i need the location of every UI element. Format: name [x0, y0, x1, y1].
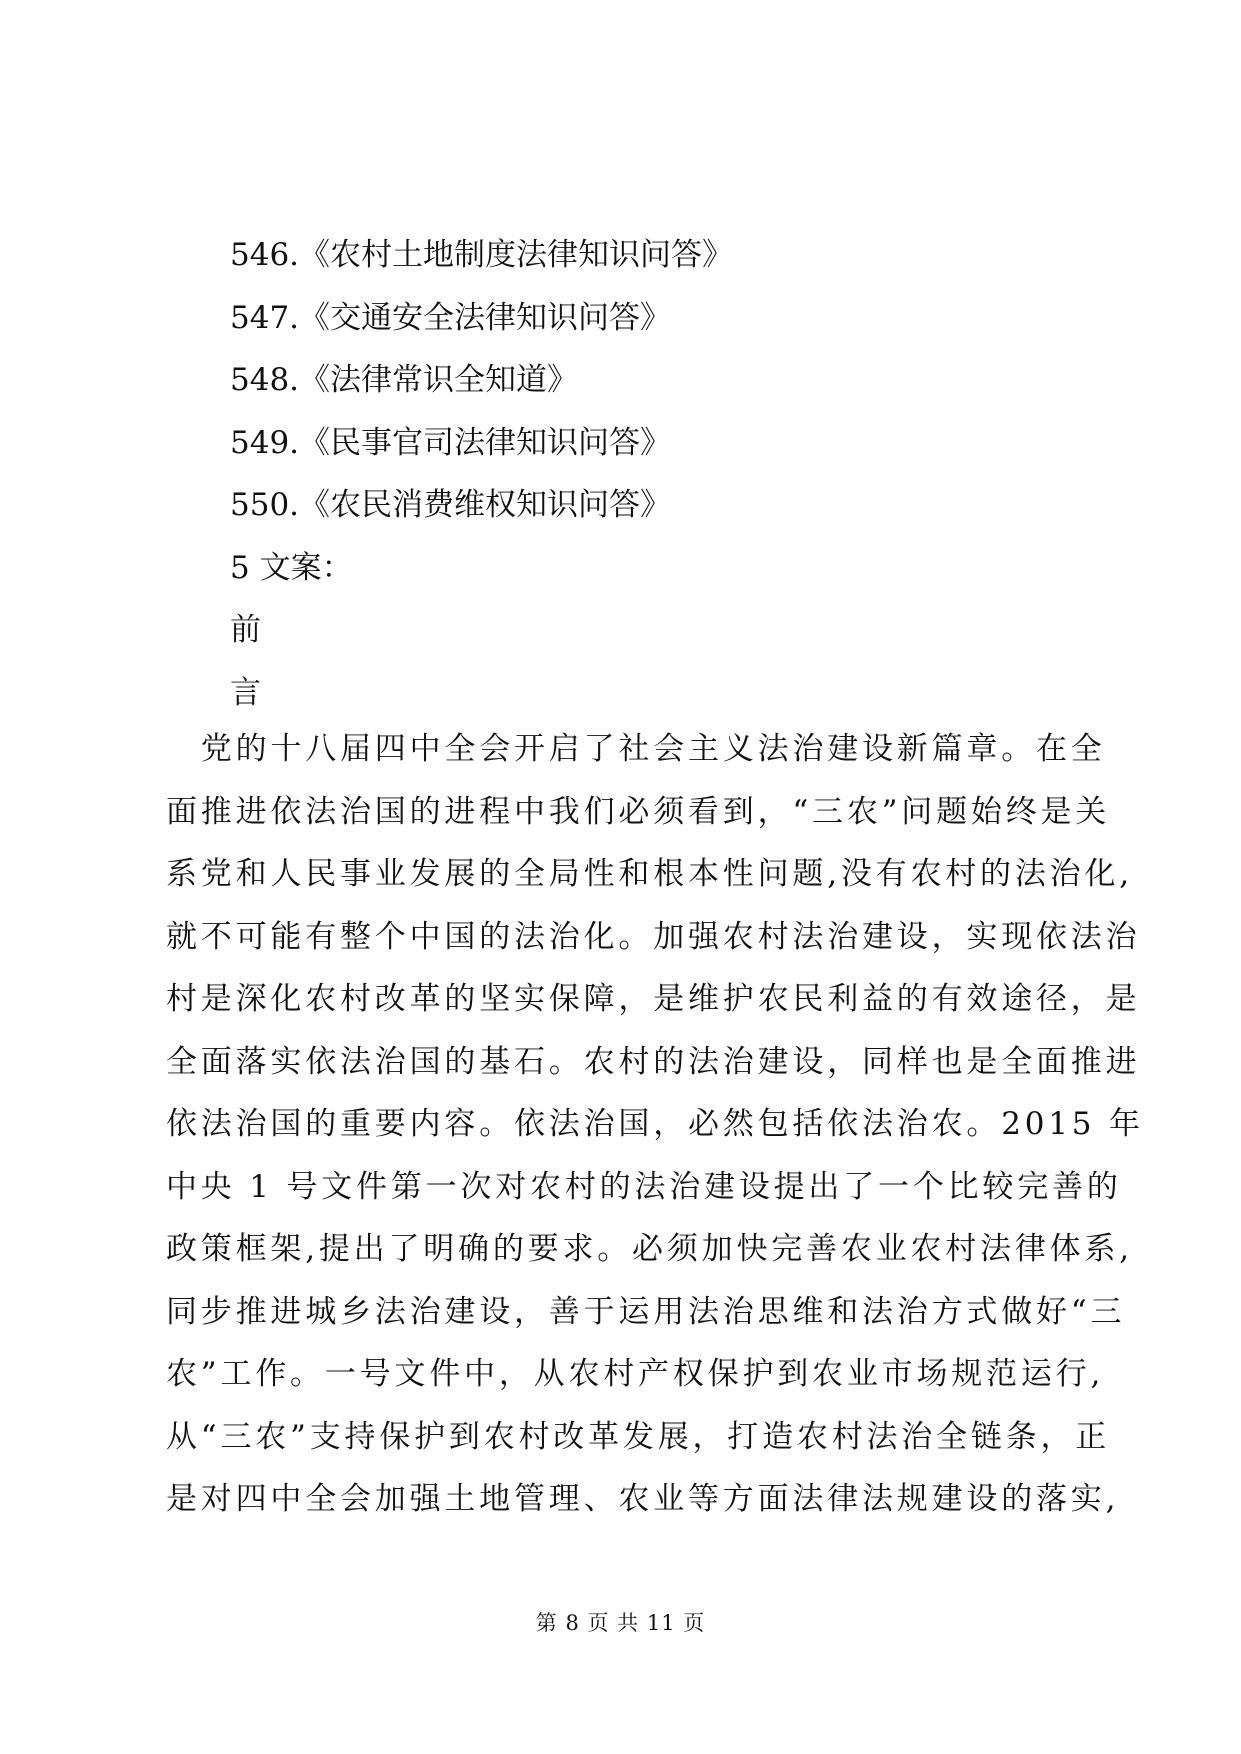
paragraph-line: 依法治国的重要内容。依法治国，必然包括依法治农。2015 年: [166, 1106, 1144, 1142]
paragraph-line: 村是深化农村改革的坚实保障，是维护农民利益的有效途径，是: [166, 981, 1141, 1017]
list-item: 549.《民事官司法律知识问答》: [230, 424, 672, 461]
paragraph-line: 政策框架,提出了明确的要求。必须加快完善农业农村法律体系,: [166, 1231, 1133, 1267]
list-item: 548.《法律常识全知道》: [230, 362, 579, 398]
list-item: 547.《交通安全法律知识问答》: [230, 299, 672, 336]
preface-title-char-1: 前: [230, 612, 261, 648]
list-item: 550.《农民消费维权知识问答》: [230, 487, 672, 523]
paragraph-line: 从“三农”支持保护到农村改革发展，打造农村法治全链条，正: [166, 1418, 1111, 1455]
paragraph-line: 就不可能有整个中国的法治化。加强农村法治建设，实现依法治: [166, 918, 1141, 955]
paragraph-line: 全面落实依法治国的基石。农村的法治建设，同样也是全面推进: [166, 1043, 1141, 1080]
preface-title-char-2: 言: [230, 674, 261, 711]
paragraph-line: 面推进依法治国的进程中我们必须看到，“三农”问题始终是关: [166, 793, 1111, 830]
paragraph-line: 是对四中全会加强土地管理、农业等方面法律法规建设的落实,: [166, 1481, 1120, 1517]
book-list: [230, 224, 733, 724]
preface-paragraph: [166, 718, 1144, 1531]
list-item: 546.《农村土地制度法律知识问答》: [230, 237, 734, 273]
page-footer: 第 8 页 共 11 页: [535, 1611, 706, 1635]
paragraph-line: 系党和人民事业发展的全局性和根本性问题,没有农村的法治化,: [166, 856, 1133, 892]
paragraph-line: 党的十八届四中全会开启了社会主义法治建设新篇章。在全: [166, 731, 1106, 767]
paragraph-line: 同步推进城乡法治建设，善于运用法治思维和法治方式做好“三: [166, 1293, 1126, 1330]
section-heading: 5 文案：: [230, 549, 353, 586]
paragraph-line: 农”工作。一号文件中，从农村产权保护到农业市场规范运行,: [166, 1356, 1105, 1392]
paragraph-line: 中央 1 号文件第一次对农村的法治建设提出了一个比较完善的: [166, 1168, 1122, 1205]
